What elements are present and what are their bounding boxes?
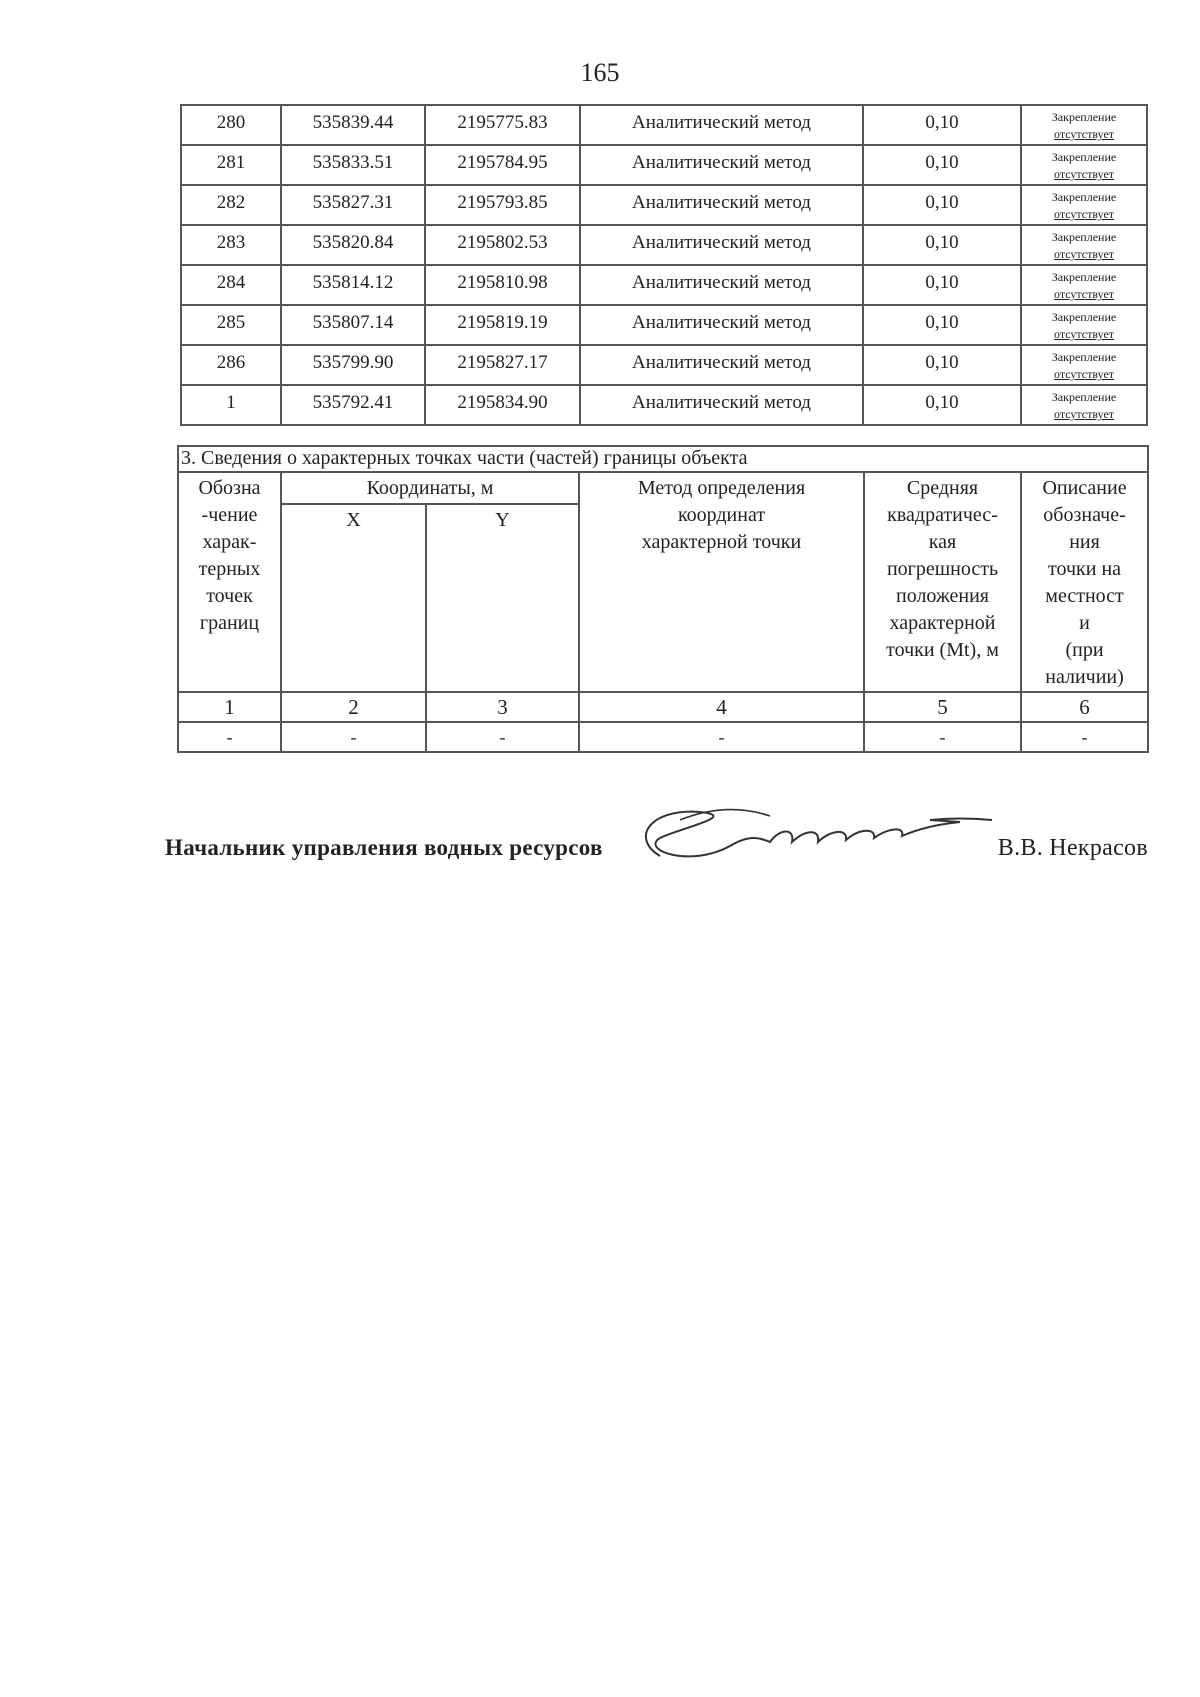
header-line: кая	[928, 531, 957, 553]
note	[1021, 385, 1147, 425]
coord-x: 535799.90	[281, 345, 425, 385]
point-number: 1	[181, 385, 281, 425]
table-row	[181, 225, 1147, 265]
note-line-1: Закрепление	[1051, 310, 1117, 324]
table-row	[181, 385, 1147, 425]
method: Аналитический метод	[580, 145, 863, 185]
empty-cell: -	[426, 722, 579, 752]
header-line: точек	[206, 585, 253, 607]
error: 0,10	[863, 305, 1021, 345]
note	[1021, 185, 1147, 225]
error: 0,10	[863, 145, 1021, 185]
point-number: 284	[181, 265, 281, 305]
error: 0,10	[863, 225, 1021, 265]
header-line: местност	[1045, 585, 1124, 607]
note-line-2: отсутствует	[1053, 127, 1115, 141]
note-line-2: отсутствует	[1053, 367, 1115, 381]
note-line-1: Закрепление	[1051, 270, 1117, 284]
header-line: Описание	[1042, 477, 1127, 499]
note-line-2: отсутствует	[1053, 247, 1115, 261]
error: 0,10	[863, 185, 1021, 225]
header-line: Средняя	[906, 477, 979, 499]
coord-y: 2195793.85	[425, 185, 580, 225]
header-line: Обозна	[198, 477, 261, 499]
header-line: погрешность	[886, 558, 999, 580]
coord-x: 535839.44	[281, 105, 425, 145]
header-line: ния	[1069, 531, 1100, 553]
method: Аналитический метод	[580, 185, 863, 225]
point-number: 281	[181, 145, 281, 185]
column-number-row	[178, 692, 1148, 722]
note	[1021, 145, 1147, 185]
empty-cell: -	[281, 722, 426, 752]
header-line: -чение	[201, 504, 258, 526]
point-number: 282	[181, 185, 281, 225]
header-line: характерной точки	[641, 531, 802, 553]
header-line: (при	[1065, 639, 1104, 661]
table-row	[181, 345, 1147, 385]
header-error	[864, 472, 1021, 692]
method: Аналитический метод	[580, 225, 863, 265]
note-line-1: Закрепление	[1051, 350, 1117, 364]
empty-cell: -	[864, 722, 1021, 752]
coord-y: 2195775.83	[425, 105, 580, 145]
coord-x: 535827.31	[281, 185, 425, 225]
table-row	[181, 105, 1147, 145]
note-line-1: Закрепление	[1051, 390, 1117, 404]
note	[1021, 225, 1147, 265]
section3-table	[177, 445, 1149, 753]
header-y: Y	[426, 504, 579, 692]
header-line: Метод определения	[637, 477, 806, 499]
column-number: 4	[579, 692, 864, 722]
point-number: 285	[181, 305, 281, 345]
note-line-1: Закрепление	[1051, 150, 1117, 164]
coord-y: 2195834.90	[425, 385, 580, 425]
points-table	[180, 104, 1148, 426]
coord-x: 535820.84	[281, 225, 425, 265]
coord-y: 2195784.95	[425, 145, 580, 185]
table-row	[181, 145, 1147, 185]
coord-x: 535814.12	[281, 265, 425, 305]
header-line: точки на	[1048, 558, 1122, 580]
note	[1021, 105, 1147, 145]
note-line-1: Закрепление	[1051, 110, 1117, 124]
coord-y: 2195819.19	[425, 305, 580, 345]
empty-cell: -	[1021, 722, 1148, 752]
coord-x: 535833.51	[281, 145, 425, 185]
header-line: наличии)	[1045, 666, 1124, 688]
header-line: точки (Mt), м	[886, 639, 999, 661]
note	[1021, 265, 1147, 305]
note	[1021, 305, 1147, 345]
note-line-2: отсутствует	[1053, 167, 1115, 181]
column-number: 2	[281, 692, 426, 722]
point-number: 286	[181, 345, 281, 385]
signatory-title: Начальник управления водных ресурсов	[165, 835, 603, 860]
coord-y: 2195810.98	[425, 265, 580, 305]
coord-x: 535792.41	[281, 385, 425, 425]
method: Аналитический метод	[580, 305, 863, 345]
page-number: 165	[580, 58, 620, 87]
column-number: 3	[426, 692, 579, 722]
header-line: квадратичес-	[887, 504, 998, 526]
column-number: 5	[864, 692, 1021, 722]
point-number: 283	[181, 225, 281, 265]
error: 0,10	[863, 265, 1021, 305]
header-line: харак-	[202, 531, 257, 553]
header-coordinates: Координаты, м	[281, 472, 579, 504]
table-row	[181, 265, 1147, 305]
method: Аналитический метод	[580, 345, 863, 385]
empty-row	[178, 722, 1148, 752]
header-description	[1021, 472, 1148, 692]
note-line-2: отсутствует	[1053, 327, 1115, 341]
empty-cell: -	[579, 722, 864, 752]
column-number: 6	[1021, 692, 1148, 722]
coord-y: 2195802.53	[425, 225, 580, 265]
handwritten-signature	[620, 798, 1020, 868]
error: 0,10	[863, 385, 1021, 425]
note-line-1: Закрепление	[1051, 190, 1117, 204]
column-number: 1	[178, 692, 281, 722]
header-line: характерной	[889, 612, 996, 634]
coord-x: 535807.14	[281, 305, 425, 345]
header-line: положения	[896, 585, 989, 607]
header-line: границ	[199, 612, 260, 634]
header-line: координат	[677, 504, 766, 526]
signatory-name: В.В. Некрасов	[997, 835, 1148, 861]
method: Аналитический метод	[580, 265, 863, 305]
note-line-2: отсутствует	[1053, 287, 1115, 301]
header-line: и	[1079, 612, 1090, 634]
header-line: обозначе-	[1043, 504, 1126, 526]
empty-cell: -	[178, 722, 281, 752]
note-line-2: отсутствует	[1053, 407, 1115, 421]
header-method	[579, 472, 864, 692]
error: 0,10	[863, 105, 1021, 145]
header-line: терных	[198, 558, 261, 580]
note-line-2: отсутствует	[1053, 207, 1115, 221]
error: 0,10	[863, 345, 1021, 385]
header-x: X	[281, 504, 426, 692]
header-designation	[178, 472, 281, 692]
note-line-1: Закрепление	[1051, 230, 1117, 244]
section3-title: 3. Сведения о характерных точках части (частей) границы объекта	[178, 446, 1148, 472]
method: Аналитический метод	[580, 385, 863, 425]
method: Аналитический метод	[580, 105, 863, 145]
note	[1021, 345, 1147, 385]
coord-y: 2195827.17	[425, 345, 580, 385]
point-number: 280	[181, 105, 281, 145]
table-row	[181, 305, 1147, 345]
table-row	[181, 185, 1147, 225]
